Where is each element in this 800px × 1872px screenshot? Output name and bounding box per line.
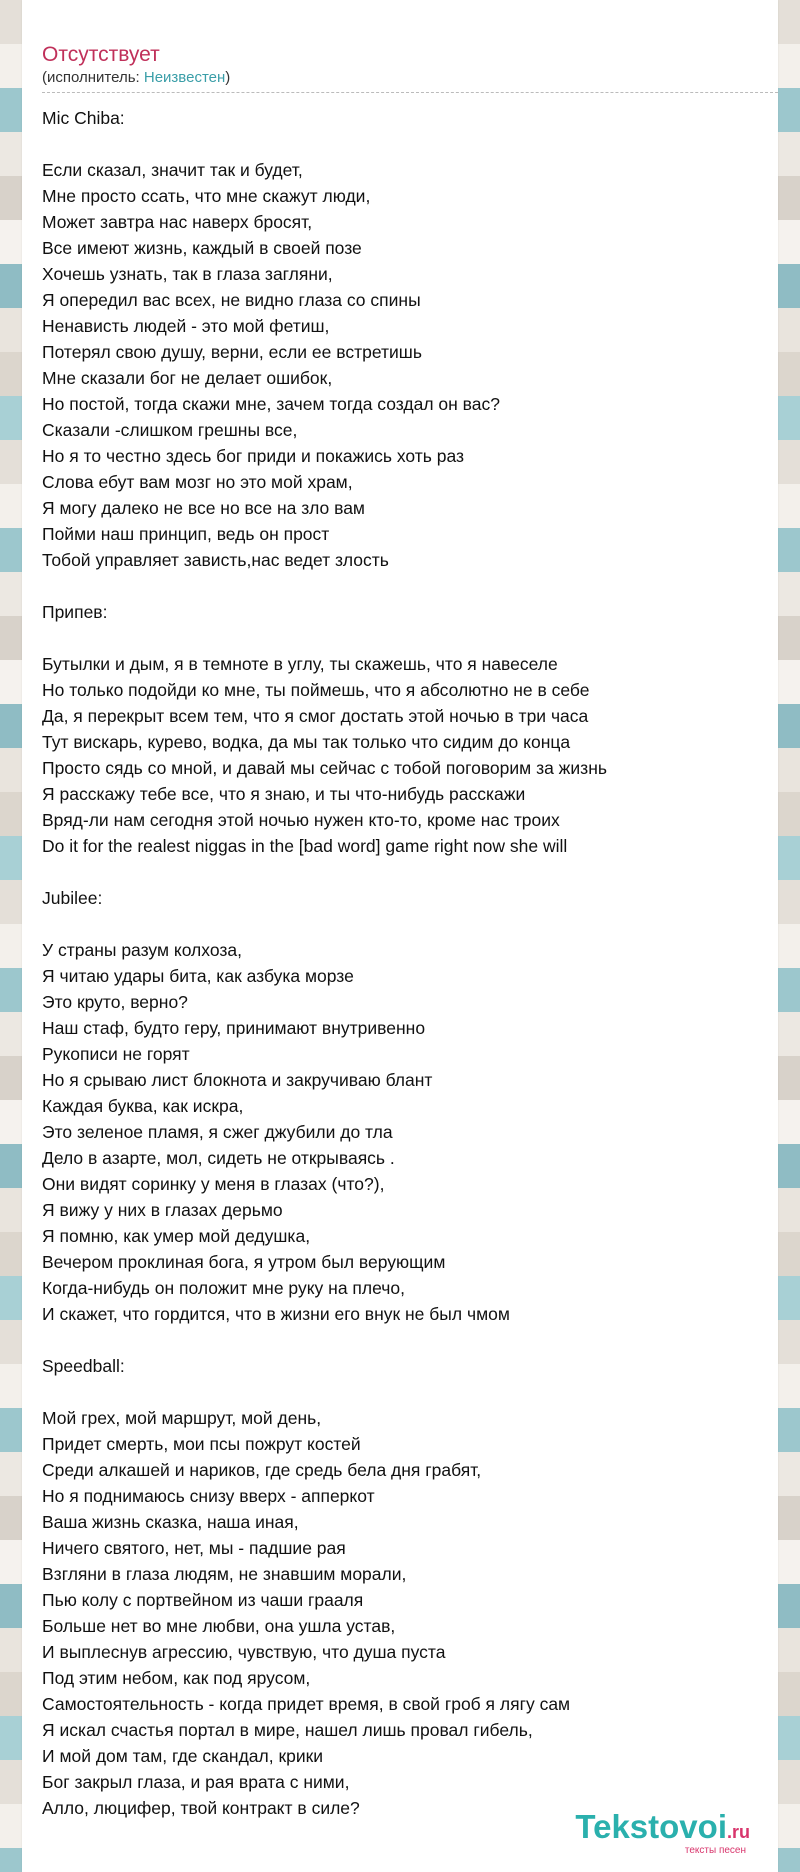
lyric-line: И мой дом там, где скандал, крики bbox=[42, 1746, 324, 1766]
logo-tagline: тексты песен bbox=[684, 1845, 746, 1856]
lyric-line: Но постой, тогда скажи мне, зачем тогда создал он вас? bbox=[42, 394, 500, 414]
logo-tld: .ru bbox=[726, 1822, 750, 1842]
lyrics-text bbox=[42, 105, 762, 1821]
lyric-line: И выплеснув агрессию, чувствую, что душа пуста bbox=[42, 1642, 446, 1662]
artist-suffix: ) bbox=[225, 69, 231, 86]
lyric-line: У страны разум колхоза, bbox=[42, 940, 242, 960]
lyric-line: Ничего святого, нет, мы - падшие рая bbox=[42, 1538, 346, 1558]
lyric-line: Наш стаф, будто геру, принимают внутривенно bbox=[42, 1018, 426, 1038]
lyric-line: И скажет, что гордится, что в жизни его внук не был чмом bbox=[42, 1304, 510, 1324]
lyric-line: Просто сядь со мной, и давай мы сейчас с тобой поговорим за жизнь bbox=[42, 758, 607, 778]
song-title: Отсутствует bbox=[42, 43, 160, 66]
lyric-line: Пойми наш принцип, ведь он прост bbox=[42, 524, 330, 544]
lyric-line: Я опередил вас всех, не видно глаза со спины bbox=[42, 290, 421, 310]
artist-link[interactable]: Неизвестен bbox=[143, 69, 226, 86]
site-logo[interactable] bbox=[575, 1810, 750, 1856]
lyric-line: Я искал счастья портал в мире, нашел лишь провал гибель, bbox=[42, 1720, 533, 1740]
lyric-line: Самостоятельность - когда придет время, в свой гроб я лягу сам bbox=[42, 1694, 571, 1714]
lyric-line: Do it for the realest niggas in the [bad word] game right now she will bbox=[42, 836, 568, 856]
lyric-line: Да, я перекрыт всем тем, что я смог достать этой ночью в три часа bbox=[42, 706, 589, 726]
lyric-line: Бог закрыл глаза, и рая врата с ними, bbox=[42, 1772, 350, 1792]
logo-main-text: Tekstovoi bbox=[575, 1808, 727, 1845]
lyric-line: Придет смерть, мои псы пожрут костей bbox=[42, 1434, 361, 1454]
lyric-line: Они видят соринку у меня в глазах (что?), bbox=[42, 1174, 385, 1194]
lyric-line: Каждая буква, как искра, bbox=[42, 1096, 244, 1116]
lyric-blank-line bbox=[42, 131, 762, 157]
artist-line bbox=[42, 68, 758, 88]
lyric-line: Я помню, как умер мой дедушка, bbox=[42, 1226, 311, 1246]
lyric-line: Под этим небом, как под ярусом, bbox=[42, 1668, 311, 1688]
lyric-line: Это зеленое пламя, я сжег джубили до тла bbox=[42, 1122, 393, 1142]
lyric-line: Но только подойди ко мне, ты поймешь, что я абсолютно не в себе bbox=[42, 680, 590, 700]
lyric-line: Я вижу у них в глазах дерьмо bbox=[42, 1200, 283, 1220]
lyric-line: Ненависть людей - это мой фетиш, bbox=[42, 316, 330, 336]
lyric-line: Алло, люцифер, твой контракт в силе? bbox=[42, 1798, 360, 1818]
header-divider bbox=[42, 92, 778, 93]
lyric-line: Вечером проклиная бога, я утром был верующим bbox=[42, 1252, 446, 1272]
lyric-line: Speedball: bbox=[42, 1356, 125, 1376]
lyric-line: Мне сказали бог не делает ошибок, bbox=[42, 368, 333, 388]
lyric-blank-line bbox=[42, 911, 762, 937]
lyric-line: Потерял свою душу, верни, если ее встретишь bbox=[42, 342, 422, 362]
lyric-line: Может завтра нас наверх бросят, bbox=[42, 212, 313, 232]
lyric-blank-line bbox=[42, 1379, 762, 1405]
lyric-line: Я расскажу тебе все, что я знаю, и ты что-нибудь расскажи bbox=[42, 784, 526, 804]
artist-prefix: (исполнитель: bbox=[42, 69, 144, 86]
content-panel bbox=[22, 0, 778, 1872]
lyric-line: Мой грех, мой маршрут, мой день, bbox=[42, 1408, 322, 1428]
lyric-line: Я могу далеко не все но все на зло вам bbox=[42, 498, 365, 518]
lyric-line: Больше нет во мне любви, она ушла устав, bbox=[42, 1616, 396, 1636]
lyric-line: Я читаю удары бита, как азбука морзе bbox=[42, 966, 354, 986]
lyric-line: Среди алкашей и нариков, где средь бела дня грабят, bbox=[42, 1460, 482, 1480]
lyric-line: Дело в азарте, мол, сидеть не открываясь . bbox=[42, 1148, 395, 1168]
lyric-line: Мне просто ссать, что мне скажут люди, bbox=[42, 186, 371, 206]
lyric-line: Все имеют жизнь, каждый в своей позе bbox=[42, 238, 362, 258]
lyric-blank-line bbox=[42, 859, 762, 885]
lyric-line: Взгляни в глаза людям, не знавшим морали, bbox=[42, 1564, 407, 1584]
lyric-line: Вряд-ли нам сегодня этой ночью нужен кто-то, кроме нас троих bbox=[42, 810, 560, 830]
lyric-line: Слова ебут вам мозг но это мой храм, bbox=[42, 472, 353, 492]
lyric-line: Сказали -слишком грешны все, bbox=[42, 420, 298, 440]
lyric-line: Хочешь узнать, так в глаза загляни, bbox=[42, 264, 333, 284]
lyric-line: Это круто, верно? bbox=[42, 992, 188, 1012]
lyric-line: Ваша жизнь сказка, наша иная, bbox=[42, 1512, 299, 1532]
lyric-blank-line bbox=[42, 625, 762, 651]
lyric-blank-line bbox=[42, 1327, 762, 1353]
lyric-line: Jubilee: bbox=[42, 888, 103, 908]
lyric-line: Тобой управляет зависть,нас ведет злость bbox=[42, 550, 389, 570]
lyric-line: Но я срываю лист блокнота и закручиваю блант bbox=[42, 1070, 433, 1090]
lyric-line: Если сказал, значит так и будет, bbox=[42, 160, 303, 180]
lyric-line: Тут вискарь, курево, водка, да мы так только что сидим до конца bbox=[42, 732, 571, 752]
lyric-line: Припев: bbox=[42, 602, 108, 622]
lyric-line: Но я то честно здесь бог приди и покажись хоть раз bbox=[42, 446, 465, 466]
lyric-line: Но я поднимаюсь снизу вверх - апперкот bbox=[42, 1486, 375, 1506]
lyric-line: Когда-нибудь он положит мне руку на плечо, bbox=[42, 1278, 405, 1298]
lyric-line: Mic Chiba: bbox=[42, 108, 125, 128]
lyric-line: Бутылки и дым, я в темноте в углу, ты скажешь, что я навеселе bbox=[42, 654, 558, 674]
song-header bbox=[42, 42, 758, 88]
lyric-line: Рукописи не горят bbox=[42, 1044, 190, 1064]
lyric-line: Пью колу с портвейном из чаши грааля bbox=[42, 1590, 364, 1610]
lyric-blank-line bbox=[42, 573, 762, 599]
